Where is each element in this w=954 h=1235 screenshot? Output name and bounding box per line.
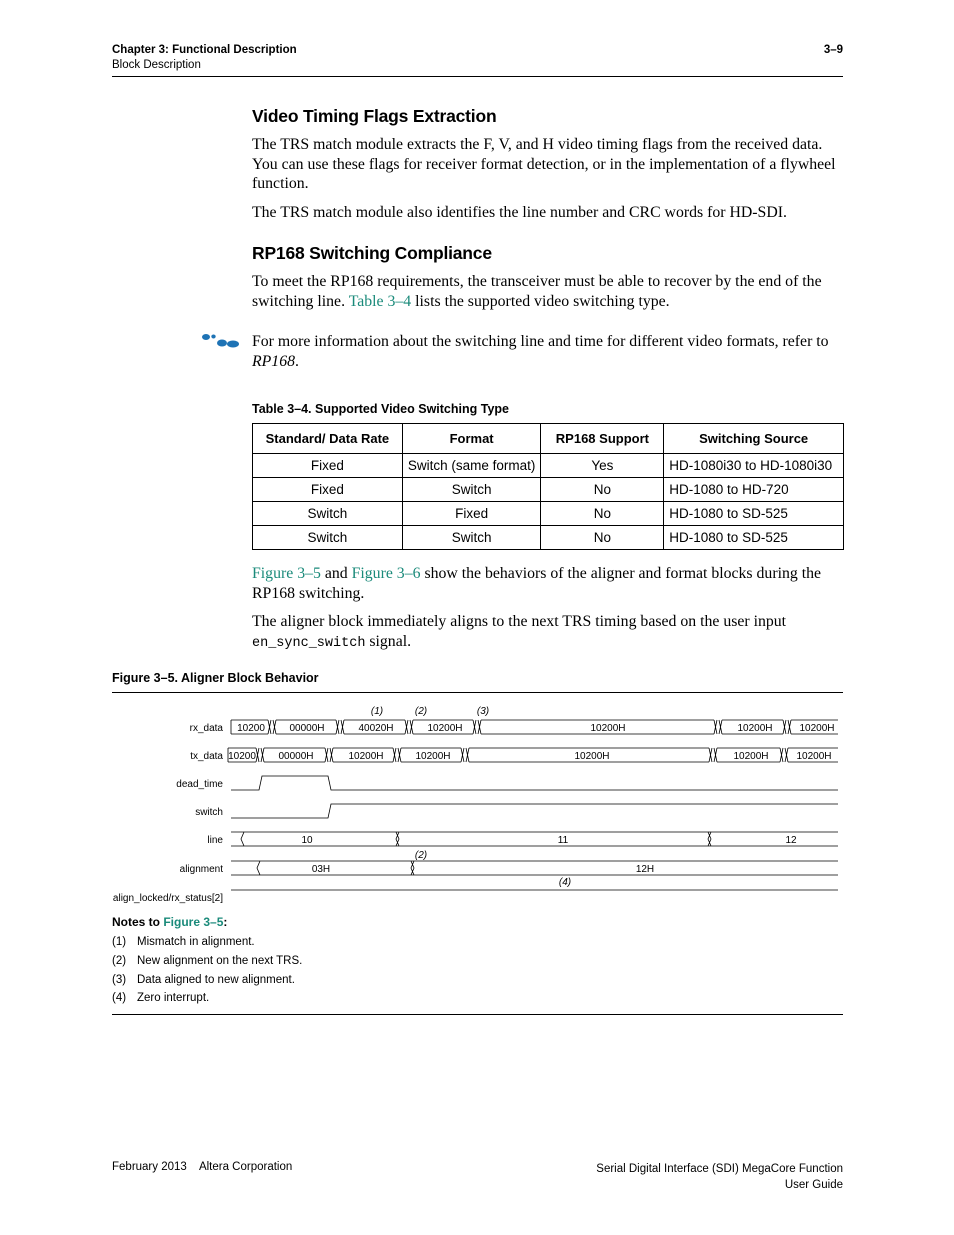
signal-label: line <box>207 835 223 846</box>
table-cell: HD-1080 to SD-525 <box>664 526 844 550</box>
marker-label: (1) <box>370 706 384 717</box>
heading-video-timing-flags: Video Timing Flags Extraction <box>252 106 497 126</box>
table-3-4-link[interactable]: Table 3–4 <box>348 292 412 310</box>
tx-data-value: 10200H <box>733 751 769 762</box>
col-header: Standard/ Data Rate <box>253 424 403 454</box>
alignment-value: 12H <box>635 864 655 875</box>
table-cell: HD-1080i30 to HD-1080i30 <box>664 454 844 478</box>
rx-data-value: 10200H <box>427 723 463 734</box>
table-cell: Switch (same format) <box>402 454 541 478</box>
footer-doc-title-line: Serial Digital Interface (SDI) MegaCore Function <box>596 1163 843 1175</box>
rx-data-value: 10200H <box>737 723 773 734</box>
paragraph-trs-flags: The TRS match module extracts the F, V, and H video timing flags from the received data. You can use these flags for receiver format detection, or in the implementation of a flywheel function. <box>252 136 836 192</box>
line-value: 10 <box>301 835 313 846</box>
table-cell: No <box>541 478 664 502</box>
line-value: 12 <box>785 835 797 846</box>
note-item: (2) New alignment on the next TRS. <box>112 955 303 967</box>
signal-label: align_locked/rx_status[2] <box>112 893 223 904</box>
rx-data-value: 10200 <box>237 723 265 734</box>
figure-3-6-link[interactable]: Figure 3–6 <box>351 565 421 582</box>
notes-figure-link[interactable]: Figure 3–5 <box>163 915 224 929</box>
col-header: Switching Source <box>664 424 844 454</box>
rx-data-value: 00000H <box>289 723 325 734</box>
heading-rp168: RP168 Switching Compliance <box>252 243 492 263</box>
footer-doc-subtitle-line: User Guide <box>784 1179 843 1191</box>
figure-3-5-link[interactable]: Figure 3–5 <box>252 565 321 582</box>
table-caption: Table 3–4. Supported Video Switching Type <box>252 402 509 416</box>
line-value: 11 <box>557 835 569 846</box>
page-number: 3–9 <box>823 44 843 56</box>
note-item: (1) Mismatch in alignment. <box>112 936 255 948</box>
signal-label: rx_data <box>189 723 223 734</box>
tx-data-value: 10200H <box>796 751 832 762</box>
alignment-value: 03H <box>311 864 331 875</box>
signal-label: tx_data <box>190 751 223 762</box>
table-cell: No <box>541 502 664 526</box>
table-cell: Fixed <box>253 454 403 478</box>
chapter-title: Chapter 3: Functional Description <box>112 44 297 56</box>
paragraph-figure-references: Figure 3–5 and Figure 3–6 show the behaviors of the aligner and format blocks during the RP168 switching. <box>252 565 822 602</box>
marker-label: (2) <box>414 706 428 717</box>
footer-date-company: February 2013 Altera Corporation <box>112 1161 293 1173</box>
figure-caption: Figure 3–5. Aligner Block Behavior <box>112 671 319 685</box>
table-cell: Yes <box>541 454 664 478</box>
tx-data-value: 10200H <box>415 751 451 762</box>
col-header: Format <box>402 424 541 454</box>
signal-label: alignment <box>179 864 223 875</box>
section-subtitle: Block Description <box>112 59 201 71</box>
tx-data-value: 00000H <box>278 751 314 762</box>
tx-data-value: 10200H <box>574 751 610 762</box>
table-cell: Switch <box>402 526 541 550</box>
marker-label: (4) <box>558 877 572 888</box>
code-signal-name: en_sync_switch <box>252 635 366 651</box>
note-item: (3) Data aligned to new alignment. <box>112 974 295 986</box>
marker-label: (3) <box>476 706 490 717</box>
figure-rule-bottom <box>112 1014 843 1015</box>
table-cell: Fixed <box>253 478 403 502</box>
table-cell: HD-1080 to HD-720 <box>664 478 844 502</box>
footer-doc-title <box>596 1161 843 1193</box>
note-item: (4) Zero interrupt. <box>112 992 210 1004</box>
paragraph-aligner: The aligner block immediately aligns to the next TRS timing based on the user input en_sync_switch signal. <box>252 613 787 651</box>
table-cell: Fixed <box>402 502 541 526</box>
rx-data-value: 40020H <box>358 723 394 734</box>
table-cell: Switch <box>253 502 403 526</box>
notes-title: Notes to Figure 3–5: <box>112 915 228 929</box>
marker-label: (2) <box>414 850 428 861</box>
rx-data-value: 10200H <box>590 723 626 734</box>
table-cell: Switch <box>402 478 541 502</box>
signal-label: switch <box>195 807 223 818</box>
tx-data-value: 10200H <box>348 751 384 762</box>
table-cell: Switch <box>253 526 403 550</box>
table-cell: HD-1080 to SD-525 <box>664 502 844 526</box>
signal-label: dead_time <box>176 779 223 790</box>
tx-data-value: 10200 <box>228 751 256 762</box>
table-cell: No <box>541 526 664 550</box>
paragraph-rp168-requirements: To meet the RP168 requirements, the transceiver must be able to recover by the end of the switching line. Table 3–4 lists the supported video switching type. <box>252 273 822 310</box>
paragraph-trs-line-number: The TRS match module also identifies the line number and CRC words for HD-SDI. <box>252 204 787 221</box>
col-header: RP168 Support <box>541 424 664 454</box>
note-rp168-reference: For more information about the switching line and time for different video formats, refer to RP168. <box>252 333 829 370</box>
rx-data-value: 10200H <box>799 723 835 734</box>
